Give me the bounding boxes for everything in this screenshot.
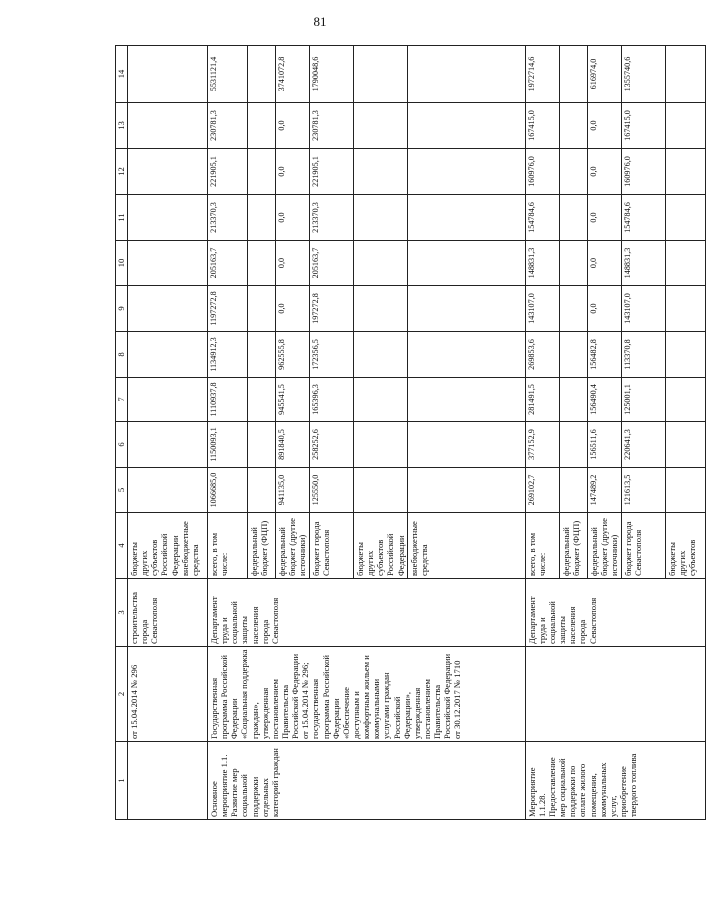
value-cell: 213370,3: [208, 195, 248, 241]
value-cell: [248, 422, 276, 468]
column-header: 1: [116, 742, 128, 820]
column-header: 8: [116, 332, 128, 378]
funding-source-cell: бюджеты других субъектов Российской Федерации: [354, 513, 408, 579]
budget-table: [115, 45, 706, 820]
table-row: [208, 46, 248, 820]
value-cell: [559, 468, 587, 513]
value-cell: [665, 241, 705, 286]
value-cell: [128, 241, 208, 286]
value-cell: 3741072,8: [276, 46, 310, 103]
program-cell: [525, 647, 705, 742]
value-cell: [354, 195, 408, 241]
value-cell: [354, 103, 408, 149]
value-cell: 0,0: [276, 195, 310, 241]
value-cell: 125550,0: [310, 468, 354, 513]
funding-source-cell: федеральный бюджет (другие источники): [587, 513, 621, 579]
value-cell: [665, 332, 705, 378]
value-cell: 205163,7: [310, 241, 354, 286]
executor-cell: строительства города Севастополя: [128, 579, 208, 647]
event-name-cell: Мероприятие 1.1.28. Предоставление мер социальной поддержки по оплате жилого помещения, коммунальных услуг, приобретение твердого топлива: [525, 742, 705, 820]
value-cell: 125001,1: [621, 378, 665, 422]
value-cell: [248, 332, 276, 378]
value-cell: 269853,6: [525, 332, 559, 378]
value-cell: 154784,6: [621, 195, 665, 241]
funding-source-cell: всего, в том числе:: [525, 513, 559, 579]
value-cell: [559, 149, 587, 195]
column-header: 4: [116, 513, 128, 579]
program-cell: Государственная программа Российской Федерации «Социальная поддержка граждан», утвержденная постановлением Правительства Российской Федерации от 15.04.2014 № 296; государственная программа Российской Федерации «Обеспечение доступным и комфортным жильем и коммунальными услугами граждан Российской Федерации», утвержденная постановлением Правительства Российской Федерации от 30.12.2017 № 1710: [208, 647, 526, 742]
value-cell: [354, 422, 408, 468]
column-header: 6: [116, 422, 128, 468]
value-cell: [665, 46, 705, 103]
value-cell: 221905,1: [208, 149, 248, 195]
value-cell: 205163,7: [208, 241, 248, 286]
value-cell: [559, 332, 587, 378]
value-cell: 172356,5: [310, 332, 354, 378]
value-cell: [665, 422, 705, 468]
value-cell: [248, 103, 276, 149]
column-header: 12: [116, 149, 128, 195]
value-cell: [354, 332, 408, 378]
value-cell: [665, 286, 705, 332]
column-header: 14: [116, 46, 128, 103]
value-cell: 230781,3: [310, 103, 354, 149]
value-cell: 167415,0: [525, 103, 559, 149]
column-header: 10: [116, 241, 128, 286]
value-cell: 281491,5: [525, 378, 559, 422]
value-cell: 220641,3: [621, 422, 665, 468]
funding-source-cell: бюджеты других субъектов Российской Федерации внебюджетные средства: [128, 513, 208, 579]
value-cell: [248, 468, 276, 513]
funding-source-cell: федеральный бюджет (ФЦП): [248, 513, 276, 579]
value-cell: [559, 46, 587, 103]
value-cell: [559, 103, 587, 149]
executor-cell: Департамент труда и социальной защиты населения города Севастополя: [525, 579, 705, 647]
value-cell: 0,0: [276, 149, 310, 195]
value-cell: [128, 332, 208, 378]
value-cell: 945541,5: [276, 378, 310, 422]
value-cell: 0,0: [587, 241, 621, 286]
value-cell: [407, 46, 525, 103]
value-cell: 156511,6: [587, 422, 621, 468]
value-cell: 143107,0: [621, 286, 665, 332]
value-cell: 221905,1: [310, 149, 354, 195]
value-cell: 143107,0: [525, 286, 559, 332]
value-cell: 1355740,6: [621, 46, 665, 103]
value-cell: [407, 468, 525, 513]
value-cell: 121613,5: [621, 468, 665, 513]
value-cell: [248, 378, 276, 422]
value-cell: 962555,8: [276, 332, 310, 378]
value-cell: 167415,0: [621, 103, 665, 149]
value-cell: [665, 378, 705, 422]
value-cell: [128, 46, 208, 103]
value-cell: [665, 468, 705, 513]
value-cell: 1110937,8: [208, 378, 248, 422]
funding-source-cell: бюджет города Севастополя: [621, 513, 665, 579]
value-cell: [407, 103, 525, 149]
value-cell: 258252,6: [310, 422, 354, 468]
column-header: 9: [116, 286, 128, 332]
value-cell: [407, 149, 525, 195]
program-cell: от 15.04.2014 № 296: [128, 647, 208, 742]
value-cell: [407, 422, 525, 468]
value-cell: 1790048,6: [310, 46, 354, 103]
value-cell: 154784,6: [525, 195, 559, 241]
value-cell: [354, 286, 408, 332]
value-cell: 0,0: [276, 241, 310, 286]
value-cell: 0,0: [276, 103, 310, 149]
value-cell: 891840,5: [276, 422, 310, 468]
value-cell: [128, 195, 208, 241]
value-cell: 0,0: [587, 103, 621, 149]
value-cell: [407, 286, 525, 332]
value-cell: [354, 46, 408, 103]
value-cell: [248, 286, 276, 332]
value-cell: [407, 378, 525, 422]
value-cell: [407, 332, 525, 378]
value-cell: [248, 149, 276, 195]
value-cell: [128, 468, 208, 513]
value-cell: [128, 378, 208, 422]
column-header: 11: [116, 195, 128, 241]
value-cell: [354, 149, 408, 195]
column-header: 13: [116, 103, 128, 149]
value-cell: 269102,7: [525, 468, 559, 513]
value-cell: 1134912,3: [208, 332, 248, 378]
executor-cell: Департамент труда и социальной защиты населения города Севастополя: [208, 579, 526, 647]
value-cell: 0,0: [587, 149, 621, 195]
value-cell: 165396,3: [310, 378, 354, 422]
funding-source-cell: федеральный бюджет (ФЦП): [559, 513, 587, 579]
value-cell: 197272,8: [310, 286, 354, 332]
value-cell: 156482,8: [587, 332, 621, 378]
value-cell: [665, 103, 705, 149]
column-header: 5: [116, 468, 128, 513]
value-cell: 1972714,6: [525, 46, 559, 103]
value-cell: [248, 195, 276, 241]
funding-source-cell: бюджеты других субъектов: [665, 513, 705, 579]
column-header: 2: [116, 647, 128, 742]
value-cell: [248, 46, 276, 103]
value-cell: [128, 149, 208, 195]
value-cell: 616974,0: [587, 46, 621, 103]
value-cell: [559, 378, 587, 422]
page-number: 81: [313, 14, 327, 29]
rotated-budget-table: [115, 50, 697, 820]
value-cell: 148831,3: [621, 241, 665, 286]
header-row: [116, 46, 128, 820]
table-row: [128, 46, 208, 820]
value-cell: 230781,3: [208, 103, 248, 149]
value-cell: 148831,3: [525, 241, 559, 286]
value-cell: [128, 286, 208, 332]
funding-source-cell: внебюджетные средства: [407, 513, 525, 579]
value-cell: [354, 241, 408, 286]
value-cell: 147489,2: [587, 468, 621, 513]
value-cell: [559, 195, 587, 241]
value-cell: [128, 103, 208, 149]
column-header: 3: [116, 579, 128, 647]
event-name-cell: [128, 742, 208, 820]
value-cell: [665, 195, 705, 241]
column-header: 7: [116, 378, 128, 422]
funding-source-cell: бюджет города Севастополя: [310, 513, 354, 579]
value-cell: 160976,0: [525, 149, 559, 195]
value-cell: 0,0: [587, 195, 621, 241]
value-cell: [665, 149, 705, 195]
funding-source-cell: федеральный бюджет (другие источники): [276, 513, 310, 579]
value-cell: [248, 241, 276, 286]
value-cell: 213370,3: [310, 195, 354, 241]
value-cell: [407, 241, 525, 286]
value-cell: [128, 422, 208, 468]
value-cell: 941135,0: [276, 468, 310, 513]
value-cell: 113370,8: [621, 332, 665, 378]
value-cell: 160976,0: [621, 149, 665, 195]
value-cell: 0,0: [276, 286, 310, 332]
value-cell: [559, 422, 587, 468]
value-cell: 0,0: [587, 286, 621, 332]
value-cell: 377152,9: [525, 422, 559, 468]
value-cell: [407, 195, 525, 241]
value-cell: [354, 378, 408, 422]
value-cell: 1197272,8: [208, 286, 248, 332]
value-cell: [354, 468, 408, 513]
funding-source-cell: всего, в том числе:: [208, 513, 248, 579]
table-row: [525, 46, 559, 820]
value-cell: 1150093,1: [208, 422, 248, 468]
value-cell: 5531121,4: [208, 46, 248, 103]
value-cell: [559, 286, 587, 332]
value-cell: 1066685,0: [208, 468, 248, 513]
value-cell: 156490,4: [587, 378, 621, 422]
event-name-cell: Основное мероприятие 1.1. Развитие мер социальной поддержки отдельных категорий граждан: [208, 742, 526, 820]
value-cell: [559, 241, 587, 286]
